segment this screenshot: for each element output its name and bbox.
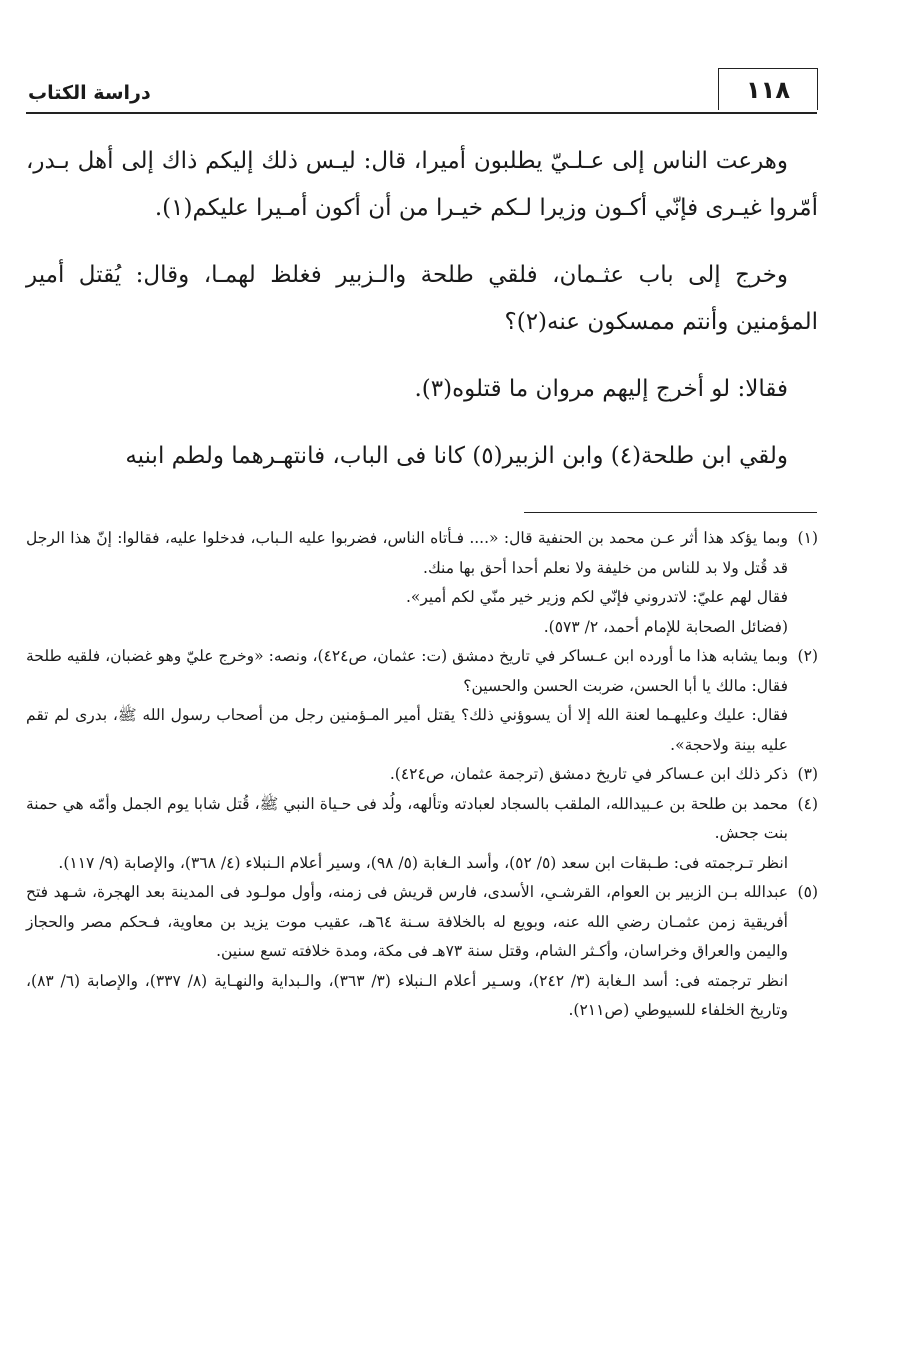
footnote-number: (١) xyxy=(797,529,818,547)
paragraph: ولقي ابن طلحة(٤) وابن الزبير(٥) كانا فى الباب، فانتهـرهما ولطم ابنيه xyxy=(125,443,788,469)
footnote-text: ذكر ذلك ابن عـساكر في تاريخ دمشق (ترجمة عثمان، ص٤٢٤). xyxy=(389,765,788,783)
footnote-text: انظر ترجمته فى: أسد الـغابة (٣/ ٢٤٢)، وسـير أعلام الـنبلاء (٣/ ٣٦٣)، والـبداية والنهـاية (٨/ ٣٣٧)، والإصابة (٦/ ٨٣)، وتاريخ الخلفاء للسيوطي (ص٢١١). xyxy=(26,971,789,1019)
footnote-text: (فضائل الصحابة للإمام أحمد، ٢/ ٥٧٣). xyxy=(543,617,788,636)
footnote-3 xyxy=(26,760,818,790)
footnote-text: انظر تـرجمته فى: طـبقات ابن سعد (٥/ ٥٢)، وأسد الـغابة (٥/ ٩٨)، وسير أعلام الـنبلاء (٤/ ٣٦٨)، والإصابة (٩/ ١١٧). xyxy=(58,853,788,872)
footnote-number: (٢) xyxy=(797,647,818,665)
footnote-text: فقال: عليك وعليهـما لعنة الله إلا أن يسوؤني ذلك؟ يقتل أمير المـؤمنين رجل من أصحاب رسول الله ﷺ، بدرى لم تقم عليه بينة ولاحجة». xyxy=(26,706,788,754)
header-rule xyxy=(26,112,817,114)
footnote-1 xyxy=(26,524,818,642)
running-title: دراسة الكتاب xyxy=(28,82,151,104)
footnote-text: محمد بن طلحة بن عـبيدالله، الملقب بالسجاد لعبادته وتألهه، ولُد فى حـياة النبي ﷺ، قُتل شابا يوم الجمل وأمّه هي حمنة بنت جحش. xyxy=(26,794,788,842)
paragraph: وخرج إلى باب عثـمان، فلقي طلحة والـزبير فغلظ لهمـا، وقال: يُقتل أمير المؤمنين وأنتم ممسكون عنه(٢)؟ xyxy=(26,262,818,335)
paragraph: فقالا: لو أخرج إليهم مروان ما قتلوه(٣). xyxy=(414,376,788,402)
footnote-text: وبما يشابه هذا ما أورده ابن عـساكر في تاريخ دمشق (ت: عثمان، ص٤٢٤)، ونصه: «وخرج عليّ وهو غضبان، فلقيه طلحة فقال: مالك يا أبا الحسن، ضربت الحسن والحسين؟ xyxy=(26,647,789,695)
footnotes xyxy=(26,524,818,1026)
page-number: ١١٨ xyxy=(718,68,818,110)
main-text xyxy=(26,138,818,480)
footnote-number: (٥) xyxy=(797,883,818,901)
footnote-text: عبدالله بـن الزبير بن العوام، القرشـي، الأسدى، فارس قريش فى زمنه، وأول مولـود فى المدينة بعد الهجرة، شـهد فتح أفريقية زمن عثمـان رضي الله عنه، وبويع له بالخلافة سـنة ٦٤هـ، عقيب موت يزيد بن معاوية، فـحكم مصر والحجاز واليمن والعراق وخراسان، وأكـثر الشام، وقتل سنة ٧٣هـ فى مكة، ومدة خلافته تسع سنين. xyxy=(26,883,788,960)
footnote-text: وبما يؤكد هذا أثر عـن محمد بن الحنفية قال: «.... فـأتاه الناس، فضربوا عليه الـباب، فدخلوا عليه، فقالوا: إنّ هذا الرجل قد قُتل ولا بد للناس من خليفة ولا نعلم أحدا أحق بها منك. xyxy=(26,529,788,577)
footnote-text: فقال لهم عليّ: لاتدروني فإنّي لكم وزير خير منّي لكم أمير». xyxy=(405,588,788,606)
footnote-2 xyxy=(26,642,818,760)
footnote-5 xyxy=(26,878,818,1026)
footnote-number: (٣) xyxy=(797,765,818,783)
footnote-number: (٤) xyxy=(797,794,818,813)
footnote-separator xyxy=(524,512,817,513)
paragraph: وهرعت الناس إلى عـلـيّ يطلبون أميرا، قال: ليـس ذلك إليكم ذاك إلى أهل بـدر، أمّروا غيـرى فإنّي أكـون وزيرا لـكم خيـرا من أن أكون أمـيرا عليكم(١). xyxy=(26,148,818,221)
footnote-4 xyxy=(26,790,818,879)
